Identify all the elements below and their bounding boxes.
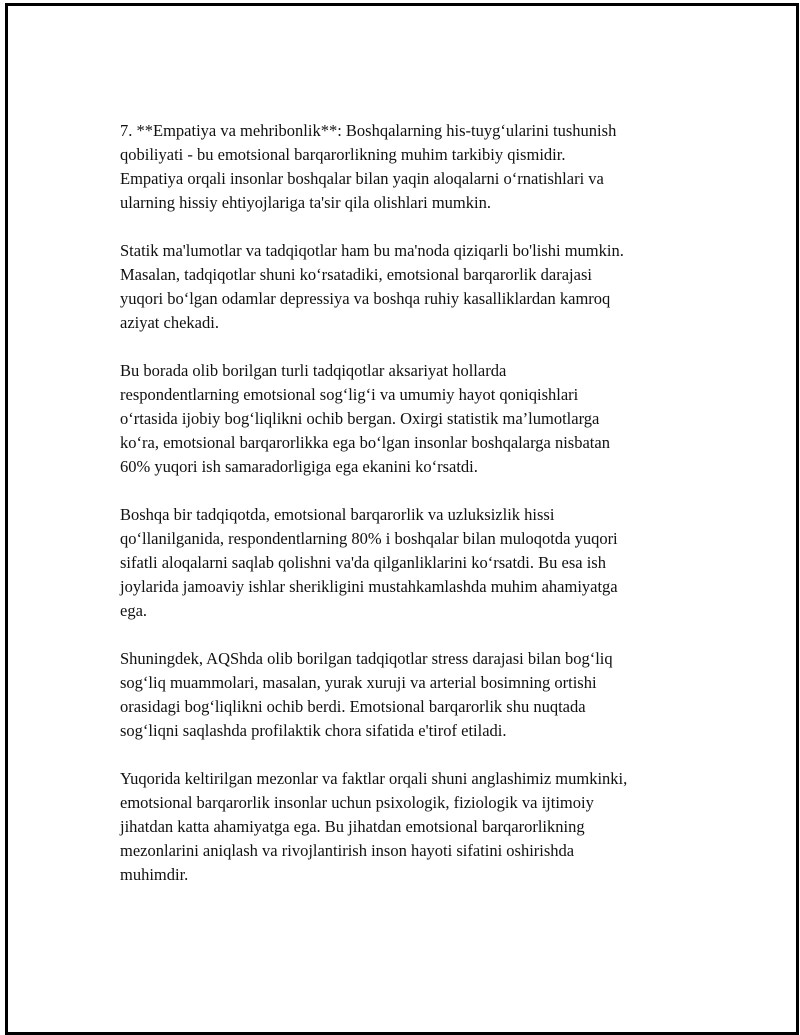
- text-line: aziyat chekadi.: [120, 313, 219, 332]
- text-line: Empatiya orqali insonlar boshqalar bilan yaqin aloqalarni o‘rnatishlari va: [120, 169, 604, 188]
- text-line: respondentlarning emotsional sog‘lig‘i va umumiy hayot qoniqishlari: [120, 385, 579, 404]
- paragraph-usa-research: [120, 647, 700, 743]
- paragraph-another-study: [120, 503, 700, 623]
- text-line: mezonlarini aniqlash va rivojlantirish inson hayoti sifatini oshirishda: [120, 841, 575, 860]
- text-line: emotsional barqarorlik insonlar uchun psixologik, fiziologik va ijtimoiy: [120, 793, 594, 812]
- paragraph-statistics: [120, 239, 700, 335]
- text-line: qo‘llanilganida, respondentlarning 80% i boshqalar bilan muloqotda yuqori: [120, 529, 618, 548]
- text-line: Masalan, tadqiqotlar shuni ko‘rsatadiki, emotsional barqarorlik darajasi: [120, 265, 592, 284]
- text-line: orasidagi bog‘liqlikni ochib berdi. Emotsional barqarorlik shu nuqtada: [120, 697, 586, 716]
- text-line: joylarida jamoaviy ishlar sherikligini mustahkamlashda muhim ahamiyatga: [120, 577, 618, 596]
- document-page: [5, 3, 799, 1035]
- text-line: Boshqa bir tadqiqotda, emotsional barqarorlik va uzluksizlik hissi: [120, 505, 555, 524]
- text-line: 7. **Empatiya va mehribonlik**: Boshqalarning his-tuyg‘ularini tushunish: [120, 121, 617, 140]
- text-line: ularning hissiy ehtiyojlariga ta'sir qila olishlari mumkin.: [120, 193, 491, 212]
- text-line: qobiliyati - bu emotsional barqarorlikning muhim tarkibiy qismidir.: [120, 145, 566, 164]
- text-line: ega.: [120, 601, 148, 620]
- text-line: muhimdir.: [120, 865, 189, 884]
- text-line: Shuningdek, AQShda olib borilgan tadqiqotlar stress darajasi bilan bog‘liq: [120, 649, 613, 668]
- paragraph-empathy: [120, 119, 700, 215]
- paragraph-research: [120, 359, 700, 479]
- text-line: Statik ma'lumotlar va tadqiqotlar ham bu ma'noda qiziqarli bo'lishi mumkin.: [120, 241, 624, 260]
- text-line: o‘rtasida ijobiy bog‘liqlikni ochib bergan. Oxirgi statistik ma’lumotlarga: [120, 409, 600, 428]
- text-line: sog‘liq muammolari, masalan, yurak xuruji va arterial bosimning ortishi: [120, 673, 597, 692]
- text-line: 60% yuqori ish samaradorligiga ega ekanini ko‘rsatdi.: [120, 457, 478, 476]
- text-line: ko‘ra, emotsional barqarorlikka ega bo‘lgan insonlar boshqalarga nisbatan: [120, 433, 610, 452]
- text-line: sifatli aloqalarni saqlab qolishni va'da qilganliklarini ko‘rsatdi. Bu esa ish: [120, 553, 606, 572]
- document-body: [120, 119, 700, 911]
- text-line: jihatdan katta ahamiyatga ega. Bu jihatdan emotsional barqarorlikning: [120, 817, 585, 836]
- text-line: Yuqorida keltirilgan mezonlar va faktlar orqali shuni anglashimiz mumkinki,: [120, 769, 628, 788]
- text-line: yuqori bo‘lgan odamlar depressiya va boshqa ruhiy kasalliklardan kamroq: [120, 289, 611, 308]
- text-line: Bu borada olib borilgan turli tadqiqotlar aksariyat hollarda: [120, 361, 507, 380]
- text-line: sog‘liqni saqlashda profilaktik chora sifatida e'tirof etiladi.: [120, 721, 507, 740]
- paragraph-conclusion: [120, 767, 700, 887]
